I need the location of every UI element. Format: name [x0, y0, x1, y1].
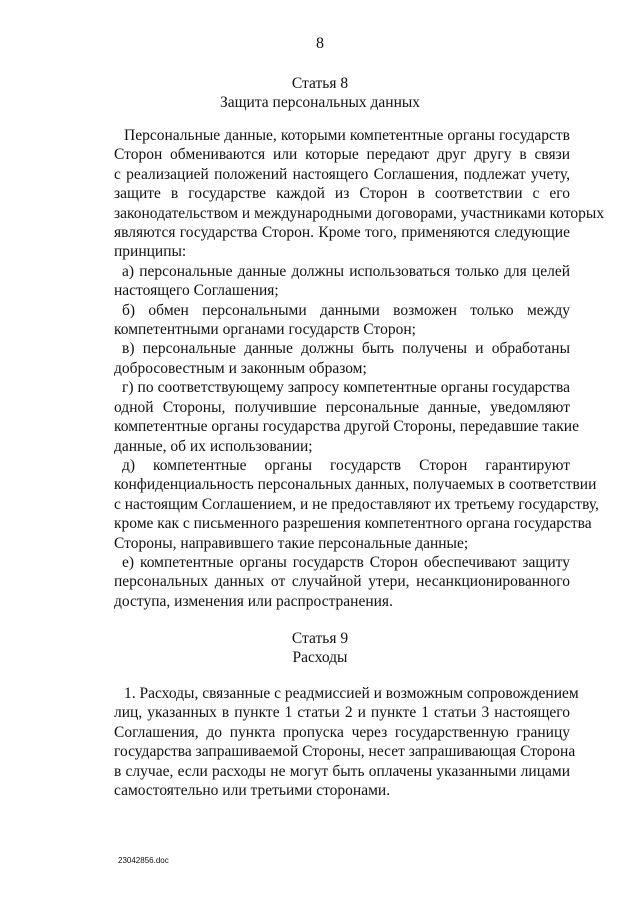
text-line: одной Стороны, получившие персональные данные, уведомляют [114, 398, 570, 416]
text-line: самостоятельно или третьими сторонами. [114, 782, 391, 800]
text-line: Соглашения, до пункта пропуска через государственную границу [114, 723, 570, 741]
text-line: являются государства Сторон. Кроме того, применяются следующие [114, 224, 570, 242]
text-line: д) компетентные органы государств Сторон гарантируют [122, 456, 570, 474]
article-9-title: Статья 9 [291, 630, 349, 647]
text-line: добросовестным и законным образом; [114, 359, 367, 377]
article-8-intro [114, 126, 605, 262]
text-line: Персональные данные, которыми компетентные органы государств [124, 127, 570, 144]
text-line: е) компетентные органы государств Сторон обеспечивают защиту [122, 553, 570, 571]
text-line: в случае, если расходы не могут быть оплачены указанными лицами [114, 762, 570, 780]
text-line: принципы: [114, 243, 187, 261]
text-line: в) персональные данные должны быть получены и обработаны [122, 340, 570, 358]
text-line: конфиденциальность персональных данных, получаемых в соответствии [114, 476, 597, 494]
text-line: 1. Расходы, связанные с реадмиссией и возможным сопровождением [124, 685, 579, 702]
document-footer: 23042856.doc [118, 856, 169, 865]
list-item-g [114, 378, 579, 456]
list-item-e [114, 553, 570, 611]
text-line: государства запрашиваемой Стороны, несет запрашивающая Сторона [114, 743, 576, 761]
text-line: данные, об их использовании; [114, 437, 313, 455]
text-line: компетентными органами государств Сторон; [114, 321, 416, 339]
article-9-subtitle: Расходы [292, 649, 348, 666]
list-item-d [114, 456, 599, 553]
article-9-body [114, 684, 579, 800]
text-line: кроме как с письменного разрешения компетентного органа государства [114, 515, 592, 533]
article-8-title: Статья 8 [291, 75, 349, 92]
text-line: Стороны, направившего такие персональные данные; [114, 534, 469, 552]
text-line: а) персональные данные должны использоваться только для целей [122, 262, 570, 280]
list-item-a [114, 262, 570, 301]
text-line: Сторон обмениваются или которые передают друг другу в связи [114, 146, 570, 164]
text-line: лиц, указанных в пункте 1 статьи 2 и пункте 1 статьи 3 настоящего [114, 704, 570, 722]
article-8-body [114, 126, 605, 611]
text-line: с реализацией положений настоящего Соглашения, подлежат учету, [114, 165, 570, 183]
page-number: 8 [316, 35, 324, 52]
article-9-heading [0, 629, 640, 667]
text-line: законодательством и международными договорами, участниками которых [114, 204, 605, 222]
text-line: с настоящим Соглашением, и не предоставляют их третьему государству, [114, 495, 599, 513]
text-line: персональных данных от случайной утери, несанкционированного [114, 573, 570, 591]
list-item-v [114, 339, 570, 378]
text-line: б) обмен персональными данными возможен только между [122, 301, 570, 319]
text-line: доступа, изменения или распространения. [114, 592, 393, 610]
text-line: защите в государстве каждой из Сторон в соответствии с его [114, 185, 570, 203]
article-8-heading [0, 74, 640, 112]
text-line: настоящего Соглашения; [114, 282, 279, 300]
list-item-b [114, 301, 570, 340]
article-8-subtitle: Защита персональных данных [219, 94, 421, 111]
text-line: г) по соответствующему запросу компетентные органы государства [122, 379, 570, 397]
text-line: компетентные органы государства другой Стороны, передавшие такие [114, 418, 579, 436]
